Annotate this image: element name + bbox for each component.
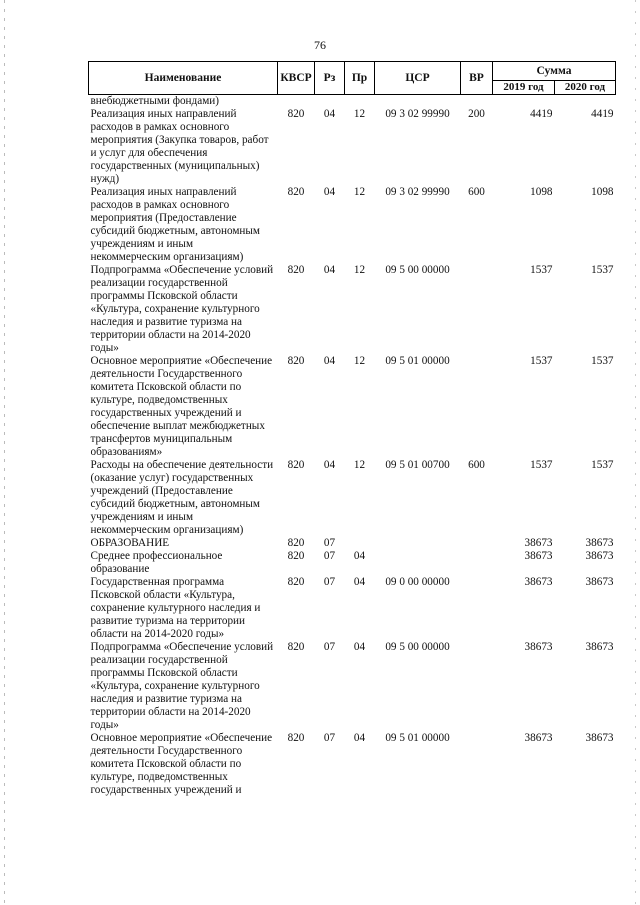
row-name: Государственная программа Псковской области «Культура, сохранение культурного наследия и развитие туризма на территории области на 2014-2020 годы» [90,576,261,640]
row-csr: 09 5 00 00000 [385,641,450,653]
row-kvsr: 820 [287,459,305,471]
header-name: Наименование [89,62,278,95]
row-sum-2019: 4419 [530,108,553,120]
row-pr: 04 [353,576,366,588]
row-sum-2020: 4419 [591,108,614,120]
row-sum-2019: 38673 [524,576,553,588]
header-csr: ЦСР [375,62,461,95]
row-csr: 09 5 01 00000 [385,732,450,744]
row-csr: 09 5 01 00700 [385,459,450,471]
row-vr [461,264,493,355]
row-kvsr: 820 [287,355,305,367]
row-csr: 09 3 02 99990 [385,186,450,198]
row-rz [315,95,345,109]
row-vr: 200 [468,108,485,120]
row-sum-2019: 1537 [530,355,553,367]
row-vr: 600 [468,186,485,198]
row-rz: 07 [323,576,336,588]
header-2020: 2020 год [555,81,616,95]
header-2019: 2019 год [493,81,555,95]
row-name: Подпрограмма «Обеспечение условий реализации государственной программы Псковской области «Культура, сохранение культурного наследия и развитие туризма на территории области на 2014-2020 годы» [90,641,274,731]
row-sum-2020: 1098 [591,186,614,198]
table-body [89,95,616,798]
header-kvsr: КВСР [278,62,315,95]
row-rz: 07 [323,550,336,562]
row-name: внебюджетными фондами) [90,95,219,107]
row-csr: 09 5 00 00000 [385,264,450,276]
table-row [89,264,616,355]
row-vr [461,732,493,797]
table-row [89,537,616,550]
row-pr: 12 [353,108,366,120]
row-sum-2019: 38673 [524,732,553,744]
row-csr [375,95,461,109]
row-pr: 04 [353,732,366,744]
row-kvsr: 820 [287,537,305,549]
row-sum-2019 [493,95,555,109]
row-sum-2019: 1537 [530,264,553,276]
table-row [89,95,616,109]
row-csr: 09 0 00 00000 [385,576,450,588]
table-row [89,355,616,459]
table-row [89,459,616,537]
header-sum: Сумма [493,62,616,81]
page-number: 76 [314,38,326,52]
table-row [89,186,616,264]
row-rz: 07 [323,537,336,549]
row-kvsr: 820 [287,264,305,276]
row-rz: 04 [323,108,336,120]
row-vr [461,537,493,550]
row-csr: 09 5 01 00000 [385,355,450,367]
table-row [89,732,616,797]
table-row [89,108,616,186]
row-sum-2020: 38673 [585,537,614,549]
row-sum-2019: 38673 [524,537,553,549]
row-name: ОБРАЗОВАНИЕ [90,537,170,549]
row-rz: 04 [323,186,336,198]
row-sum-2019: 38673 [524,550,553,562]
row-pr: 12 [353,264,366,276]
row-kvsr: 820 [287,186,305,198]
row-sum-2020: 1537 [591,459,614,471]
row-sum-2020 [555,95,616,109]
row-sum-2020: 38673 [585,550,614,562]
table-row [89,641,616,732]
row-pr [345,95,375,109]
row-pr: 12 [353,355,366,367]
scan-edge-right [635,0,636,905]
row-vr [461,355,493,459]
row-name: Реализация иных направлений расходов в рамках основного мероприятия (Предоставление субсидий бюджетным, автономным учреждениям и иным некоммерческим организациям) [90,186,260,263]
row-sum-2020: 1537 [591,264,614,276]
row-csr [375,550,461,576]
row-name: Расходы на обеспечение деятельности (оказание услуг) государственных учреждений (Предоставление субсидий бюджетным, автономным учреждениям и иным некоммерческим организациям) [90,459,274,536]
row-name: Основное мероприятие «Обеспечение деятельности Государственного комитета Псковской области по культуре, подведомственных государственных учреждений и обеспечение выплат межбюджетных трансфертов муниципальным образованиям» [90,355,273,458]
row-rz: 04 [323,355,336,367]
row-vr [461,641,493,732]
table-row [89,550,616,576]
row-kvsr: 820 [287,576,305,588]
budget-table [88,61,616,797]
row-name: Основное мероприятие «Обеспечение деятельности Государственного комитета Псковской области по культуре, подведомственных государственных учреждений и [90,732,273,796]
row-vr: 600 [468,459,485,471]
row-vr [461,550,493,576]
row-sum-2019: 38673 [524,641,553,653]
row-csr: 09 3 02 99990 [385,108,450,120]
row-rz: 04 [323,264,336,276]
row-pr: 04 [353,641,366,653]
row-vr [461,576,493,641]
row-kvsr: 820 [287,550,305,562]
row-sum-2019: 1098 [530,186,553,198]
row-sum-2019: 1537 [530,459,553,471]
row-sum-2020: 38673 [585,576,614,588]
row-sum-2020: 38673 [585,732,614,744]
row-rz: 04 [323,459,336,471]
row-pr: 04 [353,550,366,562]
header-rz: Рз [315,62,345,95]
row-kvsr: 820 [287,732,305,744]
scan-edge-left [4,0,5,905]
row-name: Подпрограмма «Обеспечение условий реализации государственной программы Псковской области «Культура, сохранение культурного наследия и развитие туризма на территории области на 2014-2020 годы» [90,264,274,354]
row-kvsr: 820 [287,641,305,653]
row-kvsr [278,95,315,109]
row-rz: 07 [323,641,336,653]
row-name: Среднее профессиональное образование [90,550,223,575]
row-sum-2020: 1537 [591,355,614,367]
header-vr: ВР [461,62,493,95]
table-row [89,576,616,641]
header-pr: Пр [345,62,375,95]
row-pr [345,537,375,550]
row-sum-2020: 38673 [585,641,614,653]
row-name: Реализация иных направлений расходов в рамках основного мероприятия (Закупка товаров, работ и услуг для обеспечения государственных (муниципальных) нужд) [90,108,269,185]
row-pr: 12 [353,186,366,198]
row-csr [375,537,461,550]
row-vr [461,95,493,109]
row-kvsr: 820 [287,108,305,120]
row-pr: 12 [353,459,366,471]
row-rz: 07 [323,732,336,744]
